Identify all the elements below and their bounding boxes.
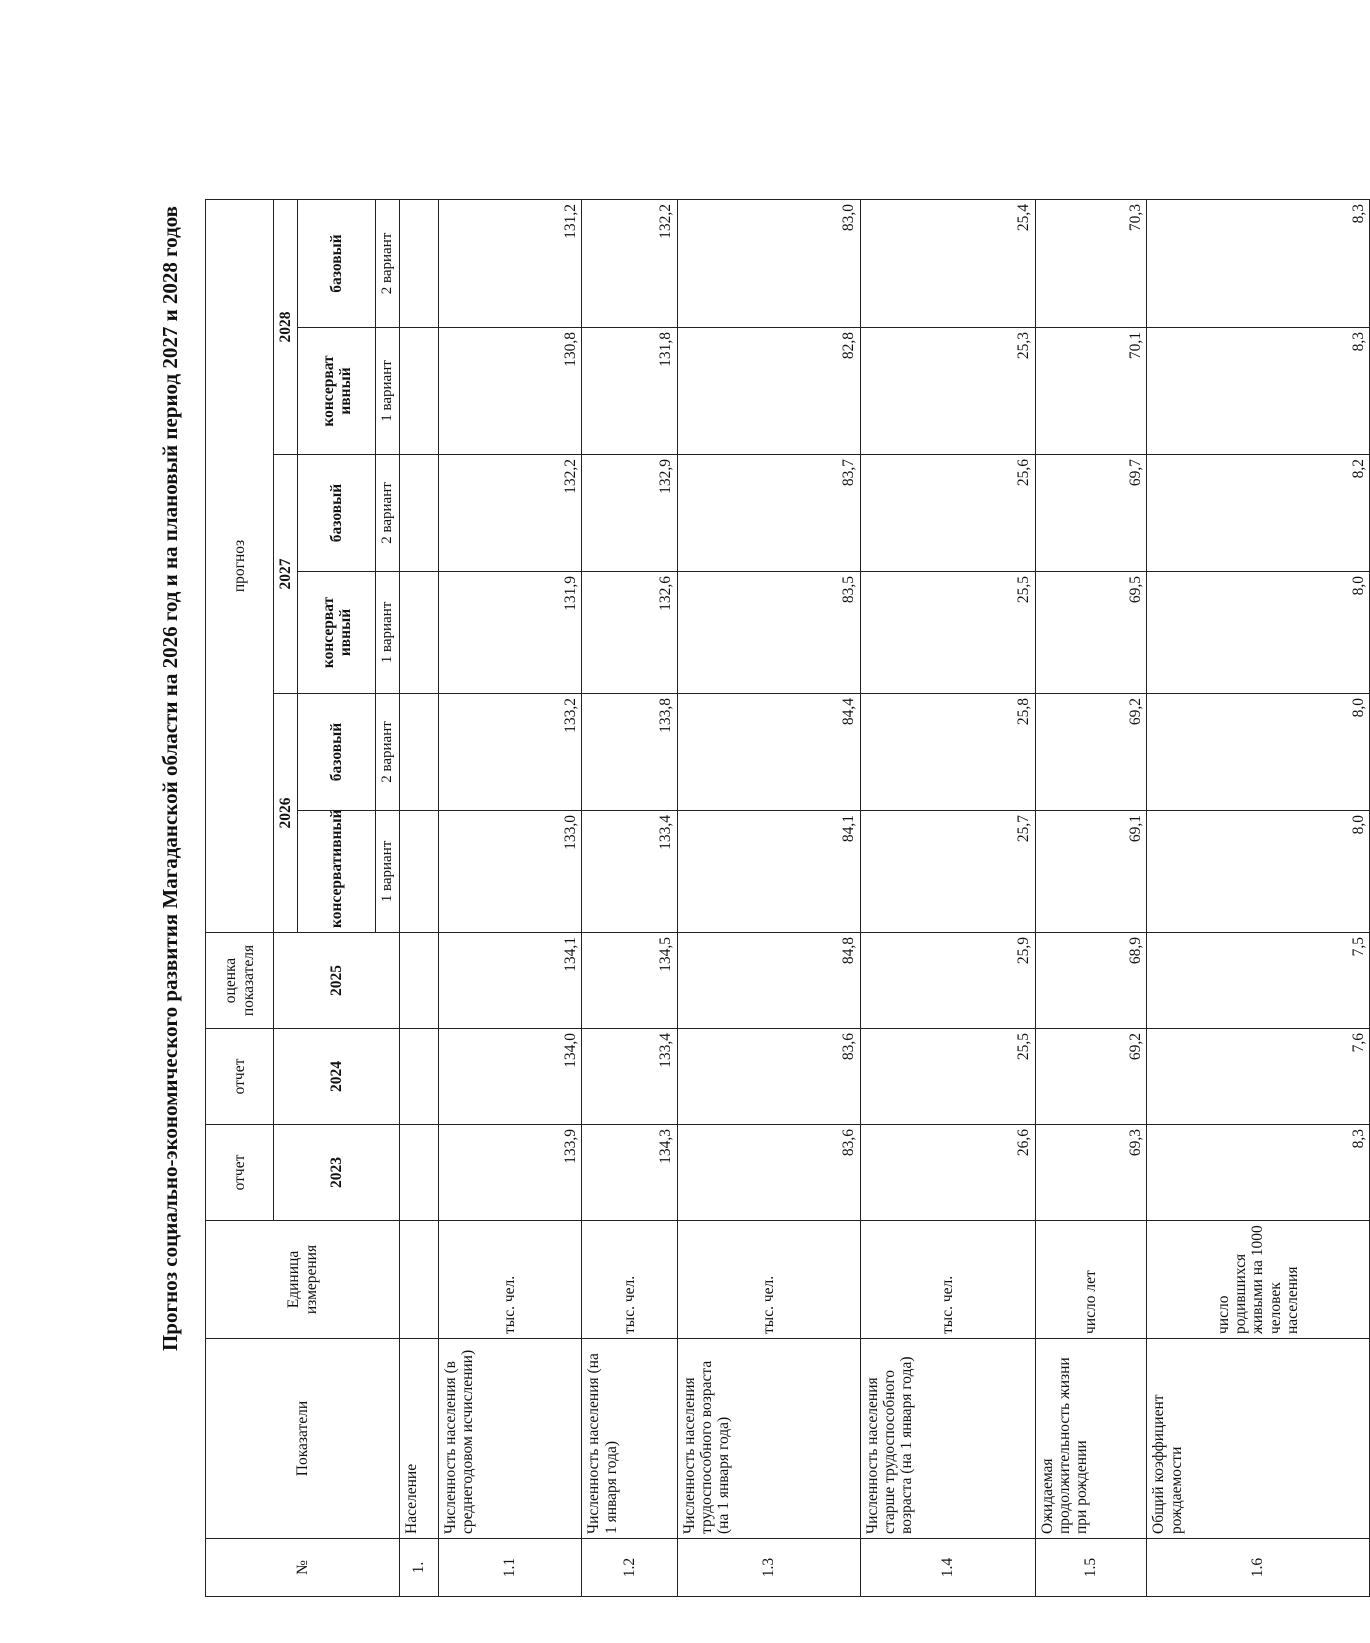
value-cell: 134,1 — [438, 933, 581, 1029]
header-year-2025: 2025 — [274, 933, 400, 1029]
header-report-2023: отчет — [206, 1125, 274, 1221]
value-cell: 7,6 — [1147, 1029, 1370, 1125]
value-cell: 7,5 — [1147, 933, 1370, 1029]
value-cell: 132,2 — [438, 455, 581, 572]
header-variant2-2027: 2 вариант — [376, 455, 400, 572]
header-base-2027: базовый — [298, 455, 376, 572]
value-cell: 69,2 — [1035, 694, 1146, 811]
row-number: 1.1 — [438, 1539, 581, 1597]
row-number: 1.4 — [860, 1539, 1035, 1597]
row-indicator: Численность населения (в среднегодовом исчислении) — [438, 1339, 581, 1539]
header-year-2026: 2026 — [274, 694, 298, 933]
header-year-2027: 2027 — [274, 455, 298, 694]
header-conservative-2027: консерват ивный — [298, 572, 376, 694]
row-number: 1.5 — [1035, 1539, 1146, 1597]
header-base-2026: базовый — [298, 694, 376, 811]
value-cell: 133,0 — [438, 811, 581, 933]
value-cell: 25,9 — [860, 933, 1035, 1029]
row-indicator: Численность населения старше трудоспособного возраста (на 1 января года) — [860, 1339, 1035, 1539]
value-cell: 8,3 — [1147, 328, 1370, 455]
value-cell: 8,3 — [1147, 199, 1370, 327]
forecast-table — [205, 199, 1370, 1597]
header-conservative-2028: консерват ивный — [298, 328, 376, 455]
header-num: № — [206, 1539, 400, 1597]
row-unit: число лет — [1035, 1221, 1146, 1339]
row-unit: тыс. чел. — [860, 1221, 1035, 1339]
value-cell: 132,2 — [582, 199, 677, 327]
value-cell: 25,7 — [860, 811, 1035, 933]
value-cell: 134,5 — [582, 933, 677, 1029]
header-variant1-2026: 1 вариант — [376, 811, 400, 933]
header-variant2-2028: 2 вариант — [376, 199, 400, 327]
row-unit: тыс. чел. — [582, 1221, 677, 1339]
value-cell: 131,8 — [582, 328, 677, 455]
section-name: Население — [400, 1339, 439, 1539]
value-cell: 131,2 — [438, 199, 581, 327]
table-row — [582, 199, 677, 1596]
value-cell: 69,3 — [1035, 1125, 1146, 1221]
header-variant1-2028: 1 вариант — [376, 328, 400, 455]
value-cell: 83,7 — [677, 455, 860, 572]
table-header — [206, 199, 400, 1596]
row-unit: тыс. чел. — [677, 1221, 860, 1339]
header-base-2028: базовый — [298, 199, 376, 327]
row-unit: тыс. чел. — [438, 1221, 581, 1339]
header-year-2023: 2023 — [274, 1125, 400, 1221]
row-indicator: Численность населения трудоспособного возраста (на 1 января года) — [677, 1339, 860, 1539]
value-cell: 8,0 — [1147, 572, 1370, 694]
value-cell: 84,4 — [677, 694, 860, 811]
value-cell: 133,2 — [438, 694, 581, 811]
header-year-2028: 2028 — [274, 199, 298, 454]
value-cell: 83,6 — [677, 1029, 860, 1125]
document-title: Прогноз социально-экономического развития Магаданской области на 2026 год и на плановый период 2027 и 2028 годов — [158, 205, 182, 1352]
value-cell: 25,3 — [860, 328, 1035, 455]
value-cell: 133,4 — [582, 811, 677, 933]
value-cell: 25,5 — [860, 1029, 1035, 1125]
header-report-2024: отчет — [206, 1029, 274, 1125]
value-cell: 70,1 — [1035, 328, 1146, 455]
value-cell: 8,3 — [1147, 1125, 1370, 1221]
value-cell: 25,8 — [860, 694, 1035, 811]
header-indicators: Показатели — [206, 1339, 400, 1539]
value-cell: 70,3 — [1035, 199, 1146, 327]
value-cell: 69,7 — [1035, 455, 1146, 572]
value-cell: 84,8 — [677, 933, 860, 1029]
value-cell: 69,1 — [1035, 811, 1146, 933]
header-unit: Единица измерения — [206, 1221, 400, 1339]
value-cell: 132,9 — [582, 455, 677, 572]
table-row — [860, 199, 1035, 1596]
table-row — [438, 199, 581, 1596]
row-indicator: Численность населения (на 1 января года) — [582, 1339, 677, 1539]
value-cell: 130,8 — [438, 328, 581, 455]
section-row — [400, 199, 439, 1596]
value-cell: 8,2 — [1147, 455, 1370, 572]
header-forecast: прогноз — [206, 199, 274, 932]
value-cell: 83,5 — [677, 572, 860, 694]
value-cell: 69,2 — [1035, 1029, 1146, 1125]
value-cell: 133,8 — [582, 694, 677, 811]
value-cell: 133,4 — [582, 1029, 677, 1125]
row-number: 1.2 — [582, 1539, 677, 1597]
value-cell: 69,5 — [1035, 572, 1146, 694]
value-cell: 83,0 — [677, 199, 860, 327]
table-row — [677, 199, 860, 1596]
forecast-table-rotated — [205, 200, 1370, 1597]
header-variant2-2026: 2 вариант — [376, 694, 400, 811]
value-cell: 8,0 — [1147, 811, 1370, 933]
header-variant1-2027: 1 вариант — [376, 572, 400, 694]
row-number: 1.6 — [1147, 1539, 1370, 1597]
value-cell: 25,5 — [860, 572, 1035, 694]
table-body — [400, 199, 1370, 1596]
section-num: 1. — [400, 1539, 439, 1597]
value-cell: 131,9 — [438, 572, 581, 694]
value-cell: 82,8 — [677, 328, 860, 455]
header-conservative-2026: консервативный — [298, 811, 376, 933]
row-number: 1.3 — [677, 1539, 860, 1597]
value-cell: 68,9 — [1035, 933, 1146, 1029]
value-cell: 134,0 — [438, 1029, 581, 1125]
value-cell: 25,4 — [860, 199, 1035, 327]
value-cell: 8,0 — [1147, 694, 1370, 811]
row-unit: число родившихся живыми на 1000 человек населения — [1147, 1221, 1370, 1339]
value-cell: 83,6 — [677, 1125, 860, 1221]
table-row — [1147, 199, 1370, 1596]
row-indicator: Ожидаемая продолжительность жизни при рождении — [1035, 1339, 1146, 1539]
row-indicator: Общий коэффициент рождаемости — [1147, 1339, 1370, 1539]
value-cell: 133,9 — [438, 1125, 581, 1221]
header-estimate: оценка показателя — [206, 933, 274, 1029]
value-cell: 84,1 — [677, 811, 860, 933]
header-year-2024: 2024 — [274, 1029, 400, 1125]
value-cell: 26,6 — [860, 1125, 1035, 1221]
value-cell: 132,6 — [582, 572, 677, 694]
table-row — [1035, 199, 1146, 1596]
value-cell: 25,6 — [860, 455, 1035, 572]
value-cell: 134,3 — [582, 1125, 677, 1221]
